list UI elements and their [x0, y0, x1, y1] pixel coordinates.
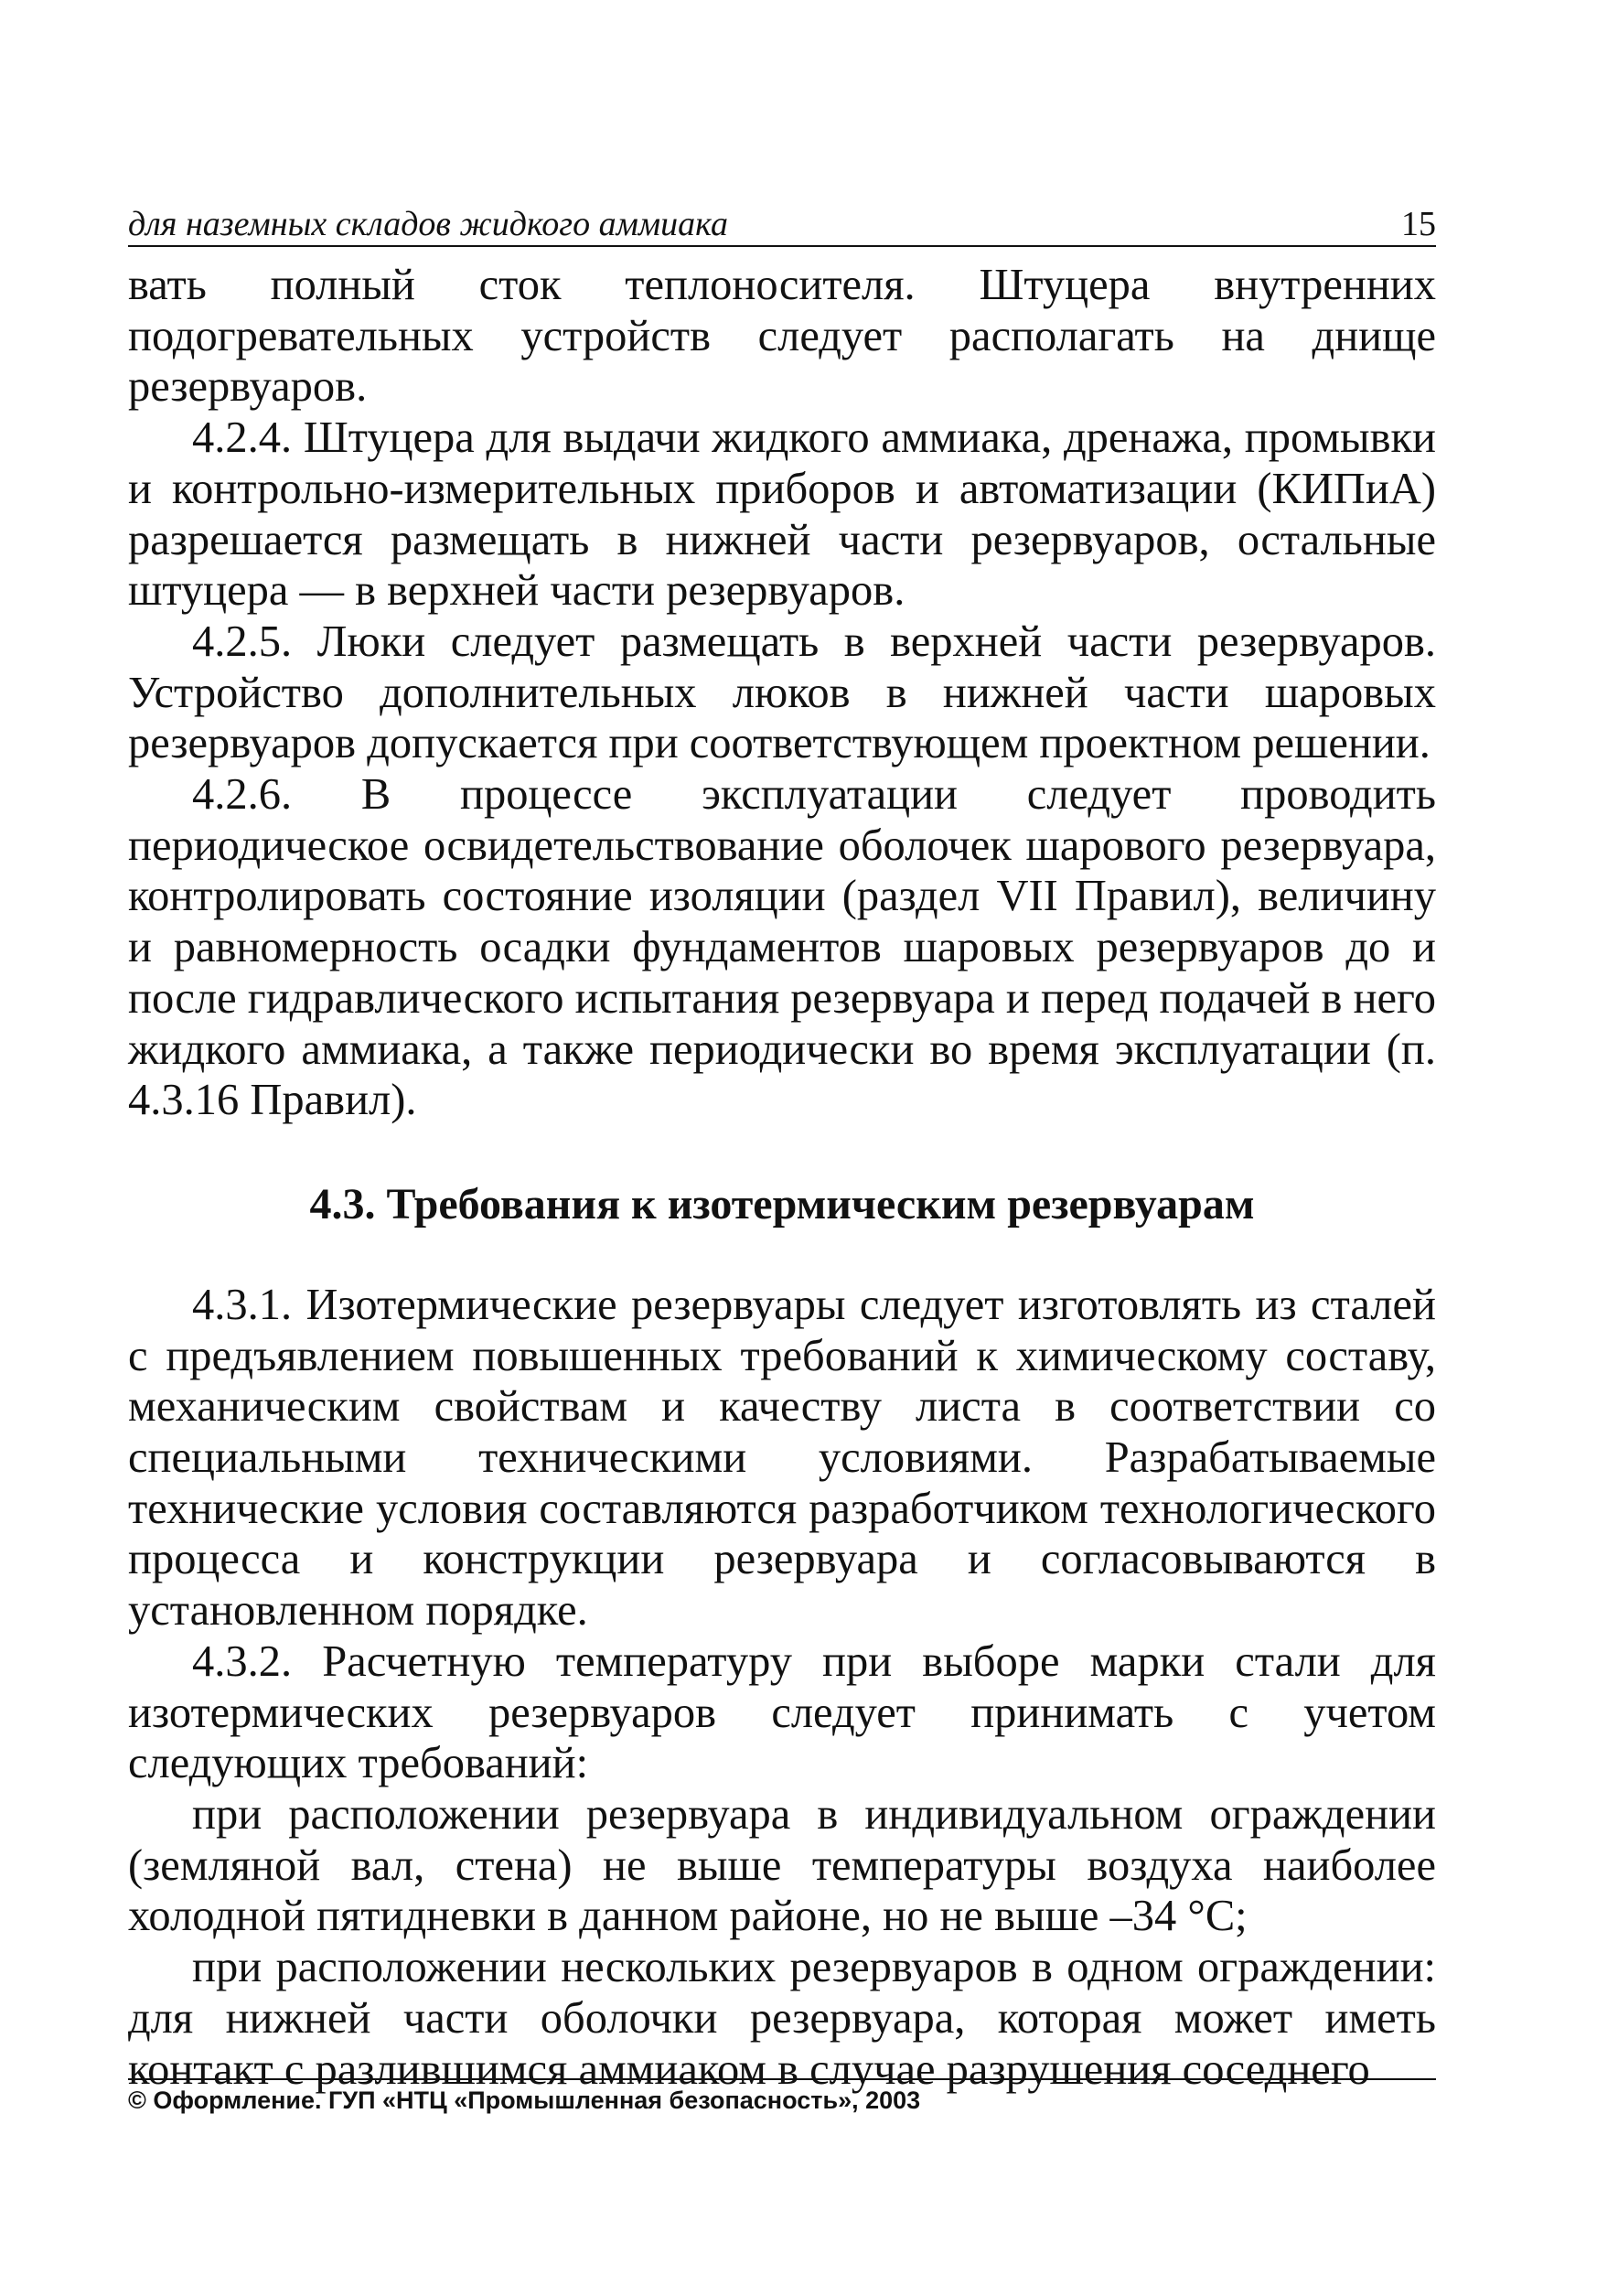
paragraph-4-2-4: 4.2.4. Штуцера для выдачи жидкого аммиака, дренажа, промывки и контрольно-измерительных приборов и автоматизации (КИПиА) разрешается размещать в нижней части резервуаров, остальные штуцера — в верхней части резервуаров.	[128, 413, 1436, 616]
paragraph-requirement-2: при расположении нескольких резервуаров в одном ограждении: для нижней части оболочки резервуара, которая может иметь контакт с разлившимся аммиаком в случае разрушения соседнего	[128, 1943, 1436, 2094]
running-header	[128, 203, 1436, 247]
running-title: для наземных складов жидкого аммиака	[128, 205, 728, 243]
page-number: 15	[1401, 205, 1436, 243]
paragraph-continuation: вать полный сток теплоносителя. Штуцера внутренних подогревательных устройств следует располагать на днище резервуаров.	[128, 261, 1436, 412]
paragraph-4-2-6: 4.2.6. В процессе эксплуатации следует проводить периодическое освидетельствование оболочек шарового резервуара, контролировать состояние изоляции (раздел VII Правил), величину и равномерность осадки фундаментов шаровых резервуаров до и после гидравлического испытания резервуара и перед подачей в него жидкого аммиака, а также периодически во время эксплуатации (п. 4.3.16 Правил).	[128, 770, 1436, 1125]
page-body	[128, 260, 1436, 2095]
footer-copyright: © Оформление. ГУП «НТЦ «Промышленная безопасность», 2003	[128, 2078, 1436, 2115]
paragraph-4-2-5: 4.2.5. Люки следует размещать в верхней части резервуаров. Устройство дополнительных люков в нижней части шаровых резервуаров допускается при соответствующем проектном решении.	[128, 617, 1436, 768]
paragraph-4-3-2: 4.3.2. Расчетную температуру при выборе марки стали для изотермических резервуаров следует принимать с учетом следующих требований:	[128, 1636, 1436, 1788]
section-heading: 4.3. Требования к изотермическим резервуарам	[309, 1179, 1255, 1228]
paragraph-4-3-1: 4.3.1. Изотермические резервуары следует изготовлять из сталей с предъявлением повышенных требований к химическому составу, механическим свойствам и качеству листа в соответствии со специальными техническими условиями. Разрабатываемые технические условия составляются разработчиком технологического процесса и конструкции резервуара и согласовываются в установленном порядке.	[128, 1280, 1436, 1636]
paragraph-requirement-1: при расположении резервуара в индивидуальном ограждении (земляной вал, стена) не выше температуры воздуха наиболее холодной пятидневки в данном районе, но не выше –34 °С;	[128, 1789, 1436, 1941]
